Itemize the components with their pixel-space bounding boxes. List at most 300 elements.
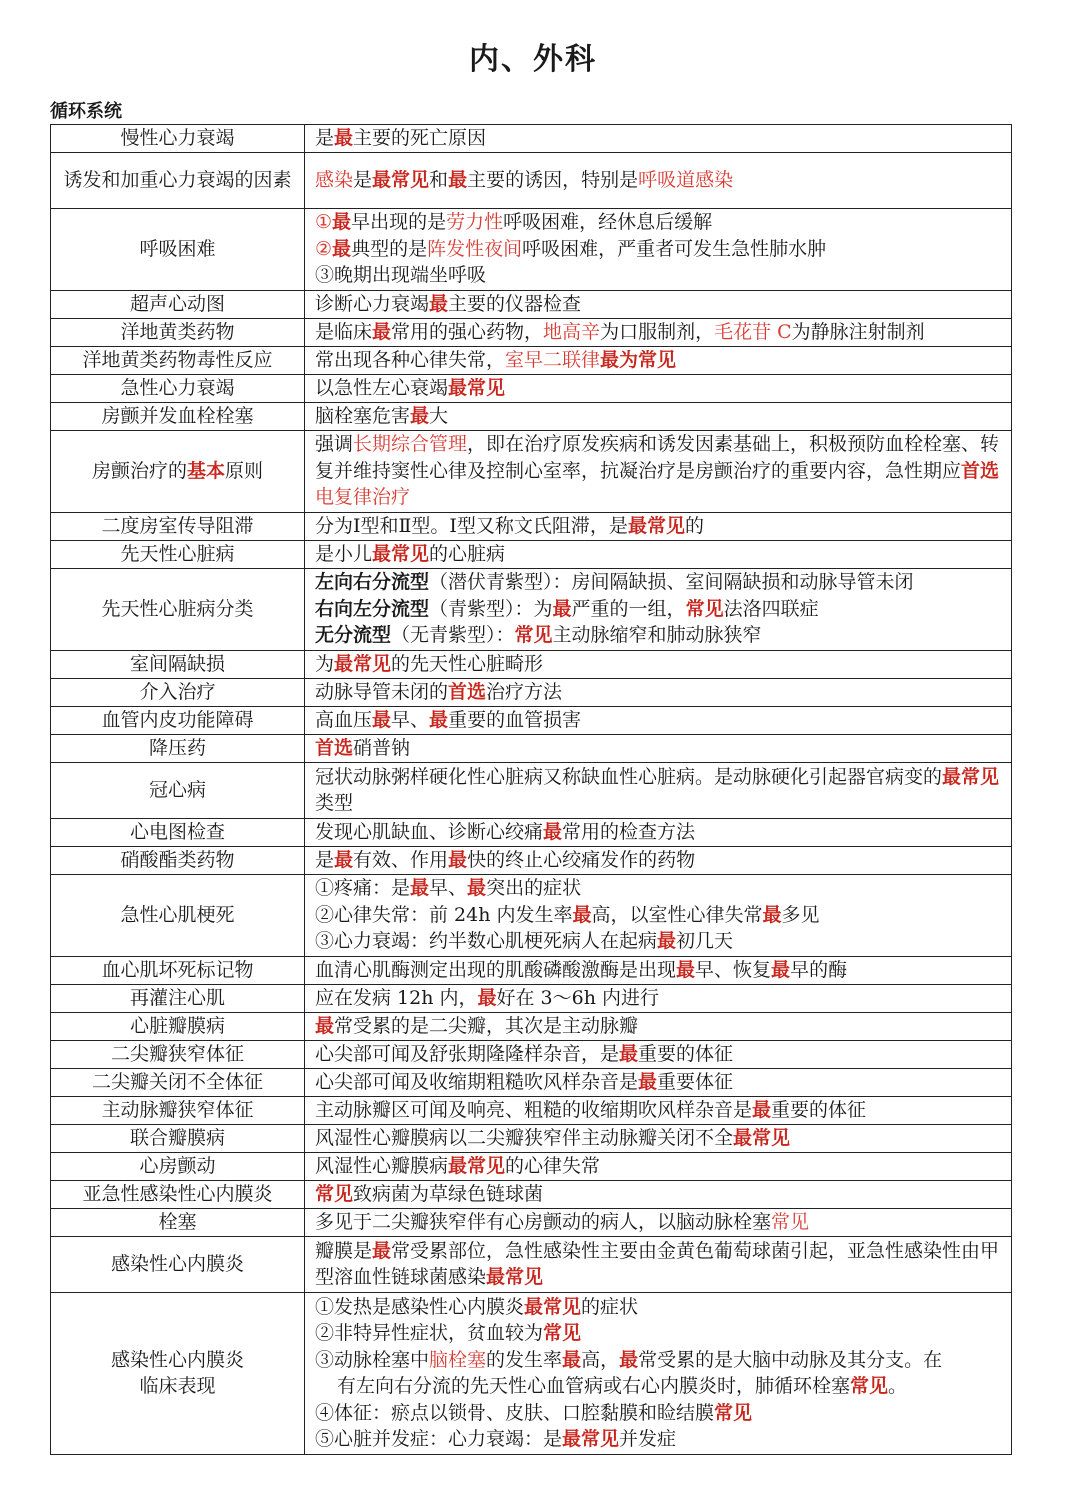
- row-description: [305, 125, 1012, 153]
- text-segment: 治疗方法: [486, 680, 563, 703]
- text-segment: 最: [410, 404, 430, 427]
- table-row: [51, 512, 1012, 540]
- text-segment: 严重的一组，: [571, 597, 686, 620]
- description-line: [315, 1013, 1005, 1040]
- description-line: [315, 291, 1005, 318]
- text-segment: 血清心肌酶测定出现的肌酸磷酸激酶是出现: [315, 958, 677, 981]
- text-segment: ③动脉栓塞中: [315, 1348, 430, 1371]
- text-segment: 首选: [315, 736, 354, 759]
- text-segment: 最: [676, 958, 696, 981]
- text-segment: 地高辛: [543, 320, 601, 343]
- text-segment: 硝普钠: [353, 736, 411, 759]
- text-segment: 最: [410, 877, 430, 900]
- text-segment: 最为常见: [600, 348, 677, 371]
- description-line: [315, 764, 1005, 817]
- text-segment: 多见于二尖瓣狭窄伴有心房颤动的病人，以脑动脉栓塞: [315, 1210, 772, 1233]
- table-row: [51, 1152, 1012, 1180]
- text-segment: 冠状动脉粥样硬化性心脏病又称缺血性心脏病。是动脉硬化引起器官病变的: [315, 765, 943, 788]
- text-segment: 感染性心内膜炎: [110, 1348, 244, 1371]
- row-topic: [51, 512, 305, 540]
- description-line: [315, 902, 1005, 929]
- table-row: [51, 678, 1012, 706]
- text-segment: 最: [619, 1348, 639, 1371]
- text-segment: 心房颤动: [139, 1154, 216, 1177]
- text-segment: 早、: [429, 877, 468, 900]
- text-segment: 常受累部位，急性感染性主要由金黄色葡萄球菌引起，亚急性感染性由甲型溶血性链球菌感染: [315, 1239, 1000, 1288]
- text-segment: 常受累的是大脑中动脉及其分支。在: [638, 1348, 943, 1371]
- text-segment: 重要体征: [657, 1070, 734, 1093]
- text-segment: 原则: [225, 459, 264, 482]
- table-row: [51, 1124, 1012, 1152]
- text-segment: 典型的是: [351, 237, 428, 260]
- text-segment: 栓塞: [158, 1210, 197, 1233]
- row-topic: [51, 208, 305, 290]
- text-segment: 以急性左心衰竭: [315, 376, 449, 399]
- row-topic: [51, 846, 305, 874]
- row-topic: [51, 1236, 305, 1292]
- row-description: [305, 1068, 1012, 1096]
- text-segment: 最: [334, 848, 354, 871]
- table-row: [51, 846, 1012, 874]
- text-segment: 最常见: [372, 168, 430, 191]
- text-segment: 和: [429, 168, 449, 191]
- text-segment: 室早二联律: [505, 348, 601, 371]
- description-line: [315, 1181, 1005, 1208]
- table-row: [51, 706, 1012, 734]
- text-segment: 最: [572, 903, 592, 926]
- text-segment: 房颤并发血栓栓塞: [101, 404, 254, 427]
- text-segment: 血管内皮功能障碍: [101, 708, 254, 731]
- row-description: [305, 1292, 1012, 1454]
- text-segment: 有效、作用: [353, 848, 449, 871]
- text-segment: 感染: [315, 168, 354, 191]
- description-line: [315, 541, 1005, 568]
- text-segment: 洋地黄类药物毒性反应: [82, 348, 273, 371]
- text-segment: 最: [638, 1070, 658, 1093]
- row-topic: [51, 1012, 305, 1040]
- text-segment: 二尖瓣狭窄体征: [110, 1042, 244, 1065]
- table-row: [51, 1208, 1012, 1236]
- row-topic: [51, 402, 305, 430]
- description-line: [315, 347, 1005, 374]
- description-line: [315, 513, 1005, 540]
- text-segment: 最常见: [372, 542, 430, 565]
- table-row: [51, 290, 1012, 318]
- text-segment: 急性心肌梗死: [120, 903, 235, 926]
- text-segment: 先天性心脏病: [120, 542, 235, 565]
- row-topic: [51, 956, 305, 984]
- text-segment: 最: [372, 708, 392, 731]
- text-segment: 最常见: [448, 1154, 506, 1177]
- table-row: [51, 984, 1012, 1012]
- table-row: [51, 650, 1012, 678]
- text-segment: 重要的血管损害: [448, 708, 582, 731]
- text-segment: 长期综合管理: [353, 433, 468, 456]
- description-line: [315, 236, 1005, 263]
- description-line: [315, 1400, 1005, 1427]
- text-segment: 常出现各种心律失常，: [315, 348, 506, 371]
- text-segment: 最: [332, 211, 352, 234]
- row-topic: [51, 125, 305, 153]
- description-line: [315, 651, 1005, 678]
- text-segment: 硝酸酯类药物: [120, 848, 235, 871]
- row-description: [305, 152, 1012, 208]
- text-segment: 急性心力衰竭: [120, 376, 235, 399]
- text-segment: 最: [332, 237, 352, 260]
- description-line: [315, 1373, 1005, 1400]
- text-segment: 应在发病 12h 内，: [315, 986, 478, 1009]
- row-topic: [51, 374, 305, 402]
- row-topic: [51, 1096, 305, 1124]
- text-segment: 的: [684, 514, 704, 537]
- row-description: [305, 1208, 1012, 1236]
- text-segment: 。: [888, 1375, 908, 1397]
- text-segment: 风湿性心瓣膜病以二尖瓣狭窄伴主动脉瓣关闭不全: [315, 1126, 734, 1149]
- row-description: [305, 430, 1012, 512]
- table-row: [51, 734, 1012, 762]
- text-segment: 常见: [685, 597, 724, 620]
- text-segment: 是: [353, 168, 373, 191]
- row-description: [305, 1152, 1012, 1180]
- text-segment: ，即在治疗原发疾病和诱发因素基础上，积极预防血栓栓塞、转复并维持窦性心律及控制心室率，抗凝治疗是房颤治疗的重要内容，急性期应: [315, 433, 1000, 482]
- text-segment: 重要的体征: [638, 1042, 734, 1065]
- text-segment: 最: [562, 1348, 582, 1371]
- text-segment: 高，: [581, 1348, 620, 1371]
- text-segment: 最: [762, 903, 782, 926]
- text-segment: 常受累的是二尖瓣，其次是主动脉瓣: [334, 1014, 639, 1037]
- text-segment: 是: [315, 127, 335, 149]
- text-segment: 最常见: [627, 514, 685, 537]
- table-row: [51, 956, 1012, 984]
- text-segment: 主动脉缩窄和肺动脉狭窄: [552, 624, 762, 647]
- row-topic: [51, 874, 305, 956]
- text-segment: 早的酶: [790, 958, 848, 981]
- row-topic: [51, 346, 305, 374]
- text-segment: 呼吸困难，严重者可发生急性肺水肿: [522, 237, 827, 260]
- text-segment: 最常见: [562, 1428, 620, 1450]
- text-segment: 的先天性心脏畸形: [391, 652, 544, 675]
- text-segment: 无分流型: [315, 624, 392, 647]
- text-segment: 最常见: [486, 1266, 544, 1288]
- text-segment: ④体征：瘀点以锁骨、皮肤、口腔黏膜和睑结膜: [315, 1401, 715, 1424]
- text-segment: ②心律失常：前 24h 内发生率: [315, 903, 573, 926]
- table-row: [51, 1068, 1012, 1096]
- text-segment: 最: [467, 877, 487, 900]
- row-description: [305, 208, 1012, 290]
- text-segment: 高血压: [315, 708, 373, 731]
- row-description: [305, 956, 1012, 984]
- description-line: [315, 707, 1005, 734]
- text-segment: 常见: [543, 1322, 582, 1344]
- text-segment: 法洛四联症: [723, 597, 819, 620]
- text-segment: ③心力衰竭：约半数心肌梗死病人在起病: [315, 930, 658, 953]
- text-segment: 的发生率: [486, 1348, 563, 1371]
- text-segment: 致病菌为草绿色链球菌: [353, 1182, 544, 1205]
- text-segment: 超声心动图: [129, 292, 225, 315]
- text-segment: 毛花苷 C: [714, 320, 792, 343]
- text-segment: ③晚期出现端坐呼吸: [315, 264, 487, 287]
- row-description: [305, 374, 1012, 402]
- text-segment: 最: [448, 848, 468, 871]
- text-segment: 主要的诱因，特别是: [467, 168, 639, 191]
- text-segment: 有左向右分流的先天性心血管病或右心内膜炎时，肺循环栓塞: [337, 1375, 851, 1397]
- section-heading: 循环系统: [50, 101, 122, 122]
- text-segment: 为口服制剂，: [600, 320, 715, 343]
- text-segment: ①发热是感染性心内膜炎: [315, 1295, 525, 1318]
- description-line: [315, 875, 1005, 902]
- text-segment: 常见: [714, 1401, 753, 1424]
- knowledge-table: [50, 124, 1012, 1455]
- text-segment: 早出现的是: [351, 211, 447, 234]
- text-segment: 室间隔缺损: [129, 652, 225, 675]
- text-segment: 联合瓣膜病: [129, 1126, 225, 1149]
- table-row: [51, 208, 1012, 290]
- row-description: [305, 1096, 1012, 1124]
- text-segment: 最: [315, 1014, 335, 1037]
- text-segment: 为: [315, 652, 335, 675]
- row-topic: [51, 762, 305, 818]
- description-line: [315, 1320, 1005, 1347]
- text-segment: （无青紫型）：: [391, 624, 515, 647]
- text-segment: 电复律治疗: [315, 486, 411, 509]
- description-line: [315, 1069, 1005, 1096]
- text-segment: 突出的症状: [486, 877, 582, 900]
- text-segment: 最常见: [942, 765, 1000, 788]
- row-description: [305, 402, 1012, 430]
- description-line: [315, 928, 1005, 955]
- description-line: [315, 125, 1005, 152]
- row-description: [305, 706, 1012, 734]
- text-segment: 初几天: [676, 930, 734, 953]
- text-segment: ⑤心脏并发症：心力衰竭：是: [315, 1428, 563, 1450]
- text-segment: 二尖瓣关闭不全体征: [91, 1070, 263, 1093]
- description-line: [315, 1294, 1005, 1321]
- row-description: [305, 1236, 1012, 1292]
- table-row: [51, 1292, 1012, 1454]
- text-segment: 最常见: [524, 1295, 582, 1318]
- row-topic: [51, 152, 305, 208]
- text-segment: 大: [429, 404, 449, 427]
- text-segment: 二度房室传导阻滞: [101, 514, 254, 537]
- row-description: [305, 1012, 1012, 1040]
- text-segment: 左向右分流型: [315, 571, 430, 594]
- text-segment: 常见: [850, 1375, 889, 1397]
- table-row: [51, 540, 1012, 568]
- text-segment: 常见: [771, 1210, 810, 1233]
- text-segment: 心尖部可闻及舒张期隆隆样杂音，是: [315, 1042, 620, 1065]
- row-topic: [51, 984, 305, 1012]
- text-segment: 早、: [391, 708, 430, 731]
- row-description: [305, 734, 1012, 762]
- description-line: [315, 569, 1005, 596]
- text-segment: 最: [477, 986, 497, 1009]
- text-segment: 脑栓塞危害: [315, 404, 411, 427]
- text-segment: ①: [315, 211, 333, 234]
- text-segment: 主要的死亡原因: [353, 127, 487, 149]
- text-segment: 最常见: [334, 652, 392, 675]
- row-topic: [51, 1208, 305, 1236]
- text-segment: 右向左分流型: [315, 597, 430, 620]
- text-segment: 主动脉瓣区可闻及响亮、粗糙的收缩期吹风样杂音是: [315, 1098, 753, 1121]
- text-segment: 阵发性夜间: [427, 237, 523, 260]
- table-row: [51, 1012, 1012, 1040]
- text-segment: 最: [752, 1098, 772, 1121]
- text-segment: 的症状: [581, 1295, 639, 1318]
- text-segment: 血心肌坏死标记物: [101, 958, 254, 981]
- text-segment: 早、恢复: [695, 958, 772, 981]
- row-topic: [51, 678, 305, 706]
- description-line: [315, 1426, 1005, 1453]
- table-row: [51, 1180, 1012, 1208]
- table-row: [51, 762, 1012, 818]
- row-topic: [51, 1068, 305, 1096]
- text-segment: 最常见: [733, 1126, 791, 1149]
- text-segment: 高，以室性心律失常: [591, 903, 763, 926]
- text-segment: 快的终止心绞痛发作的药物: [467, 848, 696, 871]
- description-line: [315, 1347, 1005, 1374]
- text-segment: 慢性心力衰竭: [120, 127, 235, 149]
- description-line: [315, 847, 1005, 874]
- description-line: [315, 431, 1005, 511]
- text-segment: 诊断心力衰竭: [315, 292, 430, 315]
- row-description: [305, 540, 1012, 568]
- table-row: [51, 874, 1012, 956]
- text-segment: 是: [315, 848, 335, 871]
- row-topic: [51, 1040, 305, 1068]
- text-segment: 脑栓塞: [429, 1348, 487, 1371]
- text-segment: 先天性心脏病分类: [101, 597, 254, 620]
- description-line: [315, 262, 1005, 289]
- text-segment: 洋地黄类药物: [120, 320, 235, 343]
- text-segment: 类型: [315, 792, 354, 814]
- text-segment: 心脏瓣膜病: [129, 1014, 225, 1037]
- table-row: [51, 346, 1012, 374]
- description-line: [315, 622, 1005, 649]
- description-line: [315, 985, 1005, 1012]
- text-segment: 呼吸困难: [139, 237, 216, 260]
- row-topic: [51, 1152, 305, 1180]
- text-segment: ②非特异性症状，贫血较为: [315, 1322, 544, 1344]
- text-segment: 多见: [781, 903, 820, 926]
- description-line: [315, 209, 1005, 236]
- text-segment: 冠心病: [148, 778, 206, 801]
- text-segment: 介入治疗: [139, 680, 216, 703]
- row-topic: [51, 1292, 305, 1454]
- table-row: [51, 125, 1012, 153]
- table-row: [51, 1236, 1012, 1292]
- row-description: [305, 512, 1012, 540]
- description-line: [315, 403, 1005, 430]
- text-segment: 感染性心内膜炎: [110, 1252, 244, 1275]
- row-topic: [51, 650, 305, 678]
- table-row: [51, 374, 1012, 402]
- table-row: [51, 402, 1012, 430]
- description-line: [315, 375, 1005, 402]
- text-segment: 降压药: [148, 736, 206, 759]
- text-segment: 心尖部可闻及收缩期粗糙吹风样杂音是: [315, 1070, 639, 1093]
- text-segment: 最: [448, 168, 468, 191]
- text-segment: 临床表现: [139, 1375, 216, 1397]
- description-line: [315, 596, 1005, 623]
- description-line: [315, 957, 1005, 984]
- text-segment: ①疼痛：是: [315, 877, 411, 900]
- row-description: [305, 846, 1012, 874]
- text-segment: 最: [657, 930, 677, 953]
- row-topic: [51, 430, 305, 512]
- text-segment: 最: [429, 292, 449, 315]
- row-topic: [51, 706, 305, 734]
- text-segment: 最: [372, 1239, 392, 1262]
- text-segment: 最: [771, 958, 791, 981]
- row-description: [305, 568, 1012, 650]
- text-segment: 常用的强心药物，: [391, 320, 544, 343]
- row-description: [305, 818, 1012, 846]
- row-topic: [51, 568, 305, 650]
- text-segment: 最: [372, 320, 392, 343]
- text-segment: 分为Ⅰ型和Ⅱ型。Ⅰ型又称文氏阻滞，是: [315, 514, 628, 537]
- row-description: [305, 984, 1012, 1012]
- text-segment: 常见: [315, 1182, 354, 1205]
- text-segment: 最常见: [448, 376, 506, 399]
- description-line: [315, 1097, 1005, 1124]
- text-segment: 的心律失常: [505, 1154, 601, 1177]
- table-row: [51, 1096, 1012, 1124]
- text-segment: 常用的检查方法: [562, 820, 696, 843]
- page-title: 内、外科: [469, 42, 597, 77]
- text-segment: 发现心肌缺血、诊断心绞痛: [315, 820, 544, 843]
- table-row: [51, 152, 1012, 208]
- text-segment: 为静脉注射制剂: [791, 320, 925, 343]
- description-line: [315, 1153, 1005, 1180]
- text-segment: 的心脏病: [429, 542, 506, 565]
- row-description: [305, 318, 1012, 346]
- text-segment: 好在 3～6h 内进行: [496, 986, 660, 1009]
- text-segment: 重要的体征: [771, 1098, 867, 1121]
- description-line: [315, 1125, 1005, 1152]
- text-segment: 首选: [961, 459, 1000, 482]
- table-row: [51, 430, 1012, 512]
- text-segment: 再灌注心肌: [129, 986, 225, 1009]
- row-topic: [51, 734, 305, 762]
- row-description: [305, 762, 1012, 818]
- row-description: [305, 290, 1012, 318]
- row-topic: [51, 318, 305, 346]
- description-line: [315, 167, 1005, 194]
- row-topic: [51, 1180, 305, 1208]
- table-row: [51, 318, 1012, 346]
- text-segment: 是临床: [315, 320, 373, 343]
- text-segment: 动脉导管未闭的: [315, 680, 449, 703]
- text-segment: （潜伏青紫型）：房间隔缺损、室间隔缺损和动脉导管未闭: [429, 571, 914, 594]
- text-segment: 并发症: [619, 1428, 677, 1450]
- text-segment: 是小儿: [315, 542, 373, 565]
- row-topic: [51, 290, 305, 318]
- text-segment: ②: [315, 237, 333, 260]
- text-segment: 常见: [514, 624, 553, 647]
- text-segment: 首选: [448, 680, 487, 703]
- text-segment: 最: [334, 127, 354, 149]
- text-segment: 主要的仪器检查: [448, 292, 582, 315]
- text-segment: 诱发和加重心力衰竭的因素: [63, 168, 292, 191]
- row-description: [305, 650, 1012, 678]
- table-row: [51, 818, 1012, 846]
- text-segment: 风湿性心瓣膜病: [315, 1154, 449, 1177]
- description-line: [315, 1041, 1005, 1068]
- description-line: [315, 819, 1005, 846]
- description-line: [315, 1238, 1005, 1291]
- row-description: [305, 678, 1012, 706]
- table-row: [51, 1040, 1012, 1068]
